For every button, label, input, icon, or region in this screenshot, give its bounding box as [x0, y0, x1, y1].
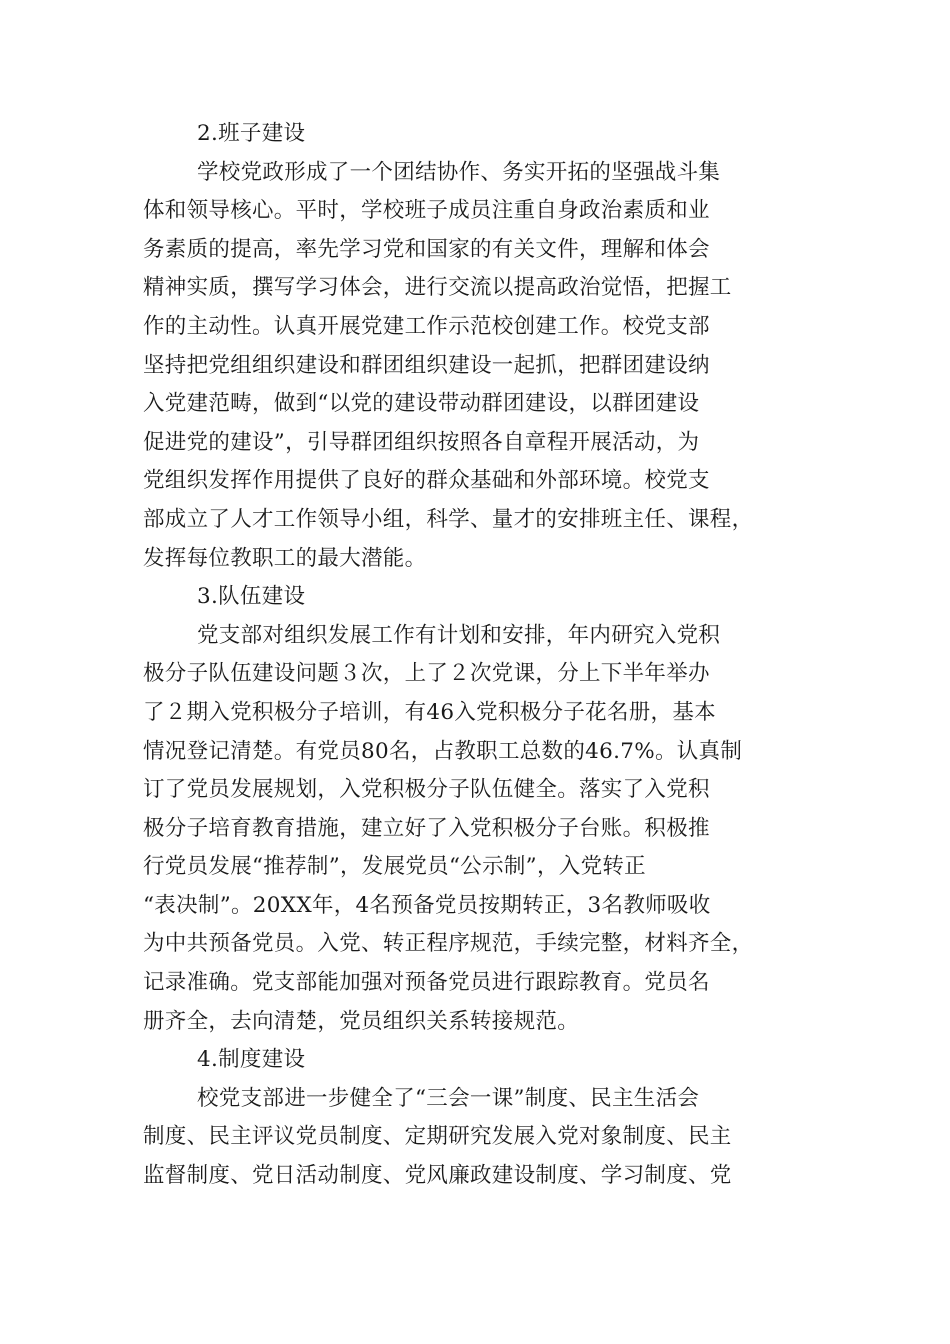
paragraph-line: 情况登记清楚。有党员80名，占教职工总数的46.7%。认真制	[143, 738, 743, 764]
paragraph-line: 坚持把党组组织建设和群团组织建设一起抓，把群团建设纳	[143, 352, 710, 378]
paragraph-line: 入党建范畴，做到“以党的建设带动群团建设，以群团建设	[143, 391, 700, 417]
paragraph-line: 制度、民主评议党员制度、定期研究发展入党对象制度、民主	[143, 1124, 732, 1150]
paragraph-line: 体和领导核心。平时，学校班子成员注重自身政治素质和业	[143, 198, 710, 224]
paragraph-line: 订了党员发展规划，入党积极分子队伍健全。落实了入党积	[143, 777, 710, 803]
paragraph-line: 学校党政形成了一个团结协作、务实开拓的坚强战斗集	[197, 159, 721, 185]
paragraph-line: 册齐全，去向清楚，党员组织关系转接规范。	[143, 1008, 580, 1034]
paragraph-line: 校党支部进一步健全了“三会一课”制度、民主生活会	[197, 1085, 700, 1111]
paragraph-line: 作的主动性。认真开展党建工作示范校创建工作。校党支部	[143, 313, 710, 339]
paragraph-line: 行党员发展“推荐制”，发展党员“公示制”，入党转正	[143, 854, 646, 880]
paragraph-line: 务素质的提高，率先学习党和国家的有关文件，理解和体会	[143, 236, 710, 262]
paragraph-line: 党组织发挥作用提供了良好的群众基础和外部环境。校党支	[143, 468, 710, 494]
paragraph-line: 极分子培育教育措施，建立好了入党积极分子台账。积极推	[143, 815, 710, 841]
section-heading-team-development: 3.队伍建设	[197, 584, 306, 610]
paragraph-line: 部成立了人才工作领导小组，科学、量才的安排班主任、课程，	[143, 506, 754, 532]
paragraph-line: 为中共预备党员。入党、转正程序规范，手续完整，材料齐全，	[143, 931, 754, 957]
paragraph-line: 极分子队伍建设问题３次，上了２次党课，分上下半年举办	[143, 661, 710, 687]
paragraph-line: 精神实质，撰写学习体会，进行交流以提高政治觉悟，把握工	[143, 275, 732, 301]
paragraph-line: 促进党的建设”，引导群团组织按照各自章程开展活动，为	[143, 429, 700, 455]
document-body	[143, 115, 808, 1196]
section-heading-team-building: 2.班子建设	[197, 121, 306, 146]
paragraph-line: “表决制”。20XX年，4名预备党员按期转正，3名教师吸收	[143, 892, 711, 918]
paragraph-line: 党支部对组织发展工作有计划和安排，年内研究入党积	[197, 622, 721, 648]
section-heading-system-building: 4.制度建设	[197, 1047, 306, 1073]
paragraph-line: 了２期入党积极分子培训，有46入党积极分子花名册，基本	[143, 699, 716, 725]
paragraph-line: 记录准确。党支部能加强对预备党员进行跟踪教育。党员名	[143, 970, 710, 996]
paragraph-line: 发挥每位教职工的最大潜能。	[143, 545, 427, 571]
paragraph-line: 监督制度、党日活动制度、党风廉政建设制度、学习制度、党	[143, 1163, 732, 1189]
